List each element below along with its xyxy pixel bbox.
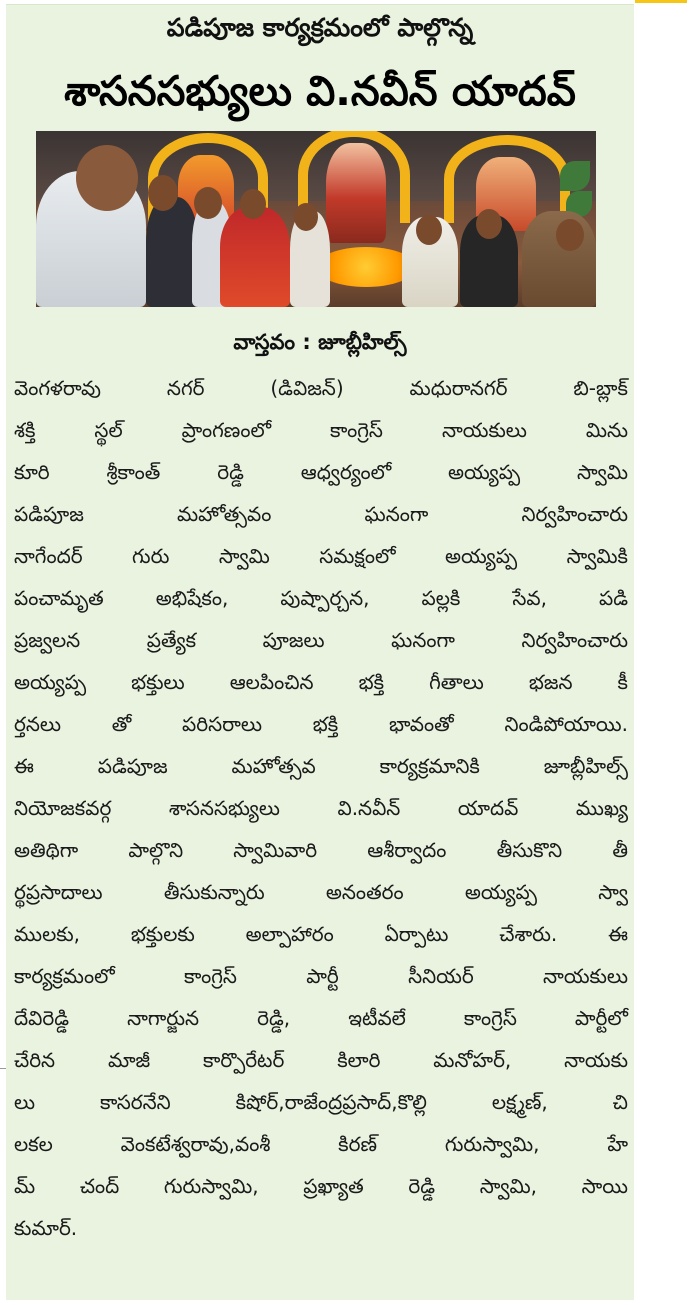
article-headline: శాసనసభ్యులు వి.నవీన్ యాదవ్ bbox=[64, 67, 576, 115]
body-line: వెంగళరావు నగర్ (డివిజన్) మధురానగర్ బి-బ్లాక్ bbox=[14, 376, 628, 400]
photo-person-head bbox=[240, 189, 266, 219]
photo-person-head bbox=[476, 209, 502, 239]
photo-person-head bbox=[556, 219, 584, 251]
top-color-strip bbox=[635, 0, 687, 3]
article-body bbox=[14, 367, 632, 1249]
article-kicker: పడిపూజ కార్యక్రమంలో పాల్గొన్న bbox=[166, 13, 474, 42]
body-line: చేరిన మాజీ కార్పొరేటర్ కిలారి మనోహర్, నాయకు bbox=[14, 1048, 628, 1072]
body-line: ఈ పడిపూజ మహోత్సవ కార్యక్రమానికి జూబ్లీహిల్స్ bbox=[14, 754, 628, 778]
body-line: కూరి శ్రీకాంత్ రెడ్డి ఆధ్వర్యంలో అయ్యప్ప స్వామి bbox=[14, 460, 628, 484]
body-line: ములకు, భక్తులకు అల్పాహారం ఏర్పాటు చేశారు. ఈ bbox=[14, 922, 628, 946]
body-line: నియోజకవర్గ శాసనసభ్యులు వి.నవీన్ యాదవ్ ముఖ్య bbox=[14, 796, 628, 820]
body-line: మ్ చంద్ గురుస్వామి, ప్రఖ్యాత రెడ్డి స్వామి, సాయి bbox=[14, 1174, 628, 1198]
body-line: ప్రజ్వలన ప్రత్యేక పూజలు ఘనంగా నిర్వహించారు bbox=[14, 628, 628, 652]
body-line: అతిథిగా పాల్గొని స్వామివారి ఆశీర్వాదం తీసుకొని తీ bbox=[14, 838, 628, 862]
photo-person-head bbox=[194, 187, 222, 219]
body-line: నాగేందర్ గురు స్వామి సమక్షంలో అయ్యప్ప స్వామికి bbox=[14, 544, 628, 568]
photo-flower-arrangement bbox=[316, 247, 416, 287]
photo-deity-center bbox=[326, 143, 386, 243]
body-line: కార్యక్రమంలో కాంగ్రెస్ పార్టీ సీనియర్ నాయకులు bbox=[14, 964, 628, 988]
news-clipping bbox=[6, 4, 634, 1300]
body-line: పంచామృత అభిషేకం, పుష్పార్చన, పల్లకి సేవ, పడి bbox=[14, 586, 628, 610]
body-line: శక్తి స్థల్ ప్రాంగణంలో కాంగ్రెస్ నాయకులు మిను bbox=[14, 418, 628, 442]
body-line: లకల వెంకటేశ్వరావు,వంశీ కిరణ్ గురుస్వామి, హే bbox=[14, 1132, 628, 1156]
photo-person bbox=[220, 207, 290, 307]
body-line: ర్థప్రసాదాలు తీసుకున్నారు అనంతరం అయ్యప్ప స్వా bbox=[14, 880, 628, 904]
article-dateline: వాస్తవం : జూబ్లీహిల్స్ bbox=[233, 330, 407, 354]
photo-person-head bbox=[294, 203, 318, 231]
body-line: లు కాసరనేని కిషోర్,రాజేంద్రప్రసాద్,కొల్లి లక్ష్మణ్, చి bbox=[14, 1090, 628, 1114]
body-line: పడిపూజ మహోత్సవం ఘనంగా నిర్వహించారు bbox=[14, 502, 628, 526]
body-line: అయ్యప్ప భక్తులు ఆలపించిన భక్తి గీతాలు భజన కీ bbox=[14, 670, 628, 694]
photo-person-head bbox=[148, 175, 178, 211]
photo-person-head bbox=[76, 145, 138, 211]
photo-person bbox=[146, 197, 198, 307]
photo-leaf bbox=[560, 161, 590, 191]
body-line: దేవిరెడ్డి నాగార్జున రెడ్డి, ఇటీవలే కాంగ్రెస్ పార్టీలో bbox=[14, 1006, 628, 1030]
photo-person-head bbox=[416, 215, 442, 245]
body-line: ర్తనలు తో పరిసరాలు భక్తి భావంతో నిండిపోయాయి. bbox=[14, 712, 628, 736]
event-photo bbox=[36, 131, 596, 307]
body-line: కుమార్. bbox=[14, 1216, 78, 1240]
